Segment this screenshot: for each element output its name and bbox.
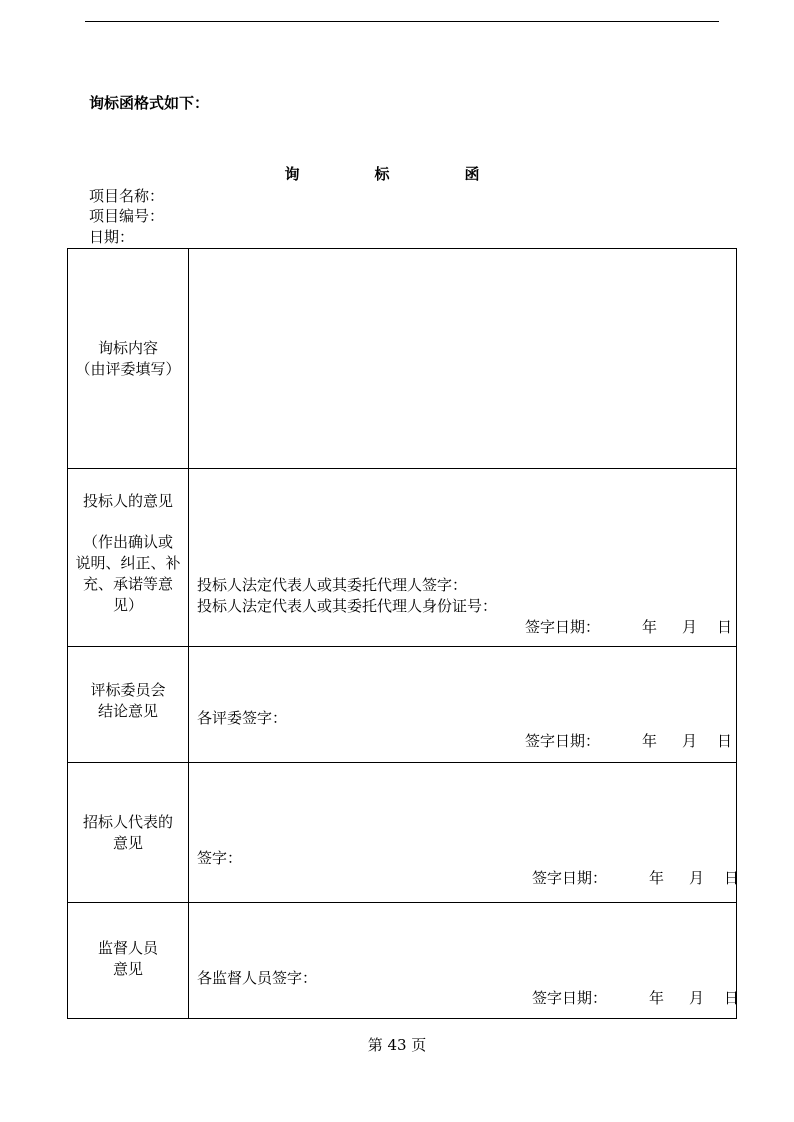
day-label: 日 <box>724 989 740 1007</box>
label-line: （作出确认或 <box>82 533 173 551</box>
row-committee-conclusion <box>68 647 737 763</box>
supervisor-sign-date <box>532 987 739 1008</box>
inquiry-form-table <box>67 248 740 1019</box>
bidder-id-line: 投标人法定代表人或其委托代理人身份证号： <box>197 597 498 615</box>
label-tenderer-opinion <box>68 763 189 903</box>
document-title: 询 标 函 <box>284 165 510 183</box>
sign-date-label: 签字日期： <box>525 618 601 636</box>
committee-sign-date <box>525 730 732 751</box>
bidder-signature-line: 投标人法定代表人或其委托代理人签字： <box>197 576 468 594</box>
inquiry-content-cell <box>189 249 737 469</box>
year-label: 年 <box>642 618 658 636</box>
supervisor-opinion-cell <box>189 903 740 1019</box>
tenderer-signature-line: 签字： <box>197 849 243 867</box>
label-line: 监督人员 <box>97 939 158 957</box>
year-label: 年 <box>642 732 658 750</box>
label-line: 投标人的意见 <box>82 492 173 510</box>
label-line: 意见 <box>112 960 143 978</box>
supervisor-signature-line: 各监督人员签字： <box>197 969 318 987</box>
month-label: 月 <box>682 618 698 636</box>
label-line: 意见 <box>112 834 143 852</box>
month-label: 月 <box>689 989 705 1007</box>
label-line: 见） <box>112 596 143 614</box>
label-bidder-opinion <box>68 469 189 647</box>
committee-signature-line: 各评委签字： <box>197 709 288 727</box>
year-label: 年 <box>649 869 665 887</box>
project-number-field: 项目编号： <box>89 207 165 225</box>
committee-conclusion-cell <box>189 647 737 763</box>
year-label: 年 <box>649 989 665 1007</box>
tenderer-sign-date <box>532 867 739 888</box>
sign-date-label: 签字日期： <box>532 869 608 887</box>
label-line: 说明、纠正、补 <box>75 554 181 572</box>
label-line: 评标委员会 <box>90 681 166 699</box>
day-label: 日 <box>717 732 733 750</box>
day-label: 日 <box>724 869 740 887</box>
bidder-sign-date <box>525 616 732 637</box>
label-line: 询标内容 <box>97 338 158 357</box>
label-line: 结论意见 <box>97 702 158 720</box>
label-line: （由评委填写） <box>75 359 181 378</box>
row-supervisor-opinion <box>68 903 737 1019</box>
row-bidder-opinion <box>68 469 737 647</box>
label-inquiry-content <box>68 249 189 469</box>
header-rule <box>85 21 719 22</box>
intro-text: 询标函格式如下： <box>89 94 210 112</box>
label-line: 招标人代表的 <box>82 813 173 831</box>
sign-date-label: 签字日期： <box>525 732 601 750</box>
bidder-opinion-cell <box>189 469 737 647</box>
month-label: 月 <box>682 732 698 750</box>
project-name-field: 项目名称： <box>89 187 165 205</box>
month-label: 月 <box>689 869 705 887</box>
date-field: 日期： <box>89 228 135 246</box>
row-inquiry-content <box>68 249 737 469</box>
day-label: 日 <box>717 618 733 636</box>
page-number: 第 43 页 <box>367 1036 427 1054</box>
label-line: 充、承诺等意 <box>82 575 173 593</box>
row-tenderer-opinion <box>68 763 737 903</box>
label-supervisor-opinion <box>68 903 189 1019</box>
label-committee-conclusion <box>68 647 189 763</box>
sign-date-label: 签字日期： <box>532 989 608 1007</box>
tenderer-opinion-cell <box>189 763 740 903</box>
